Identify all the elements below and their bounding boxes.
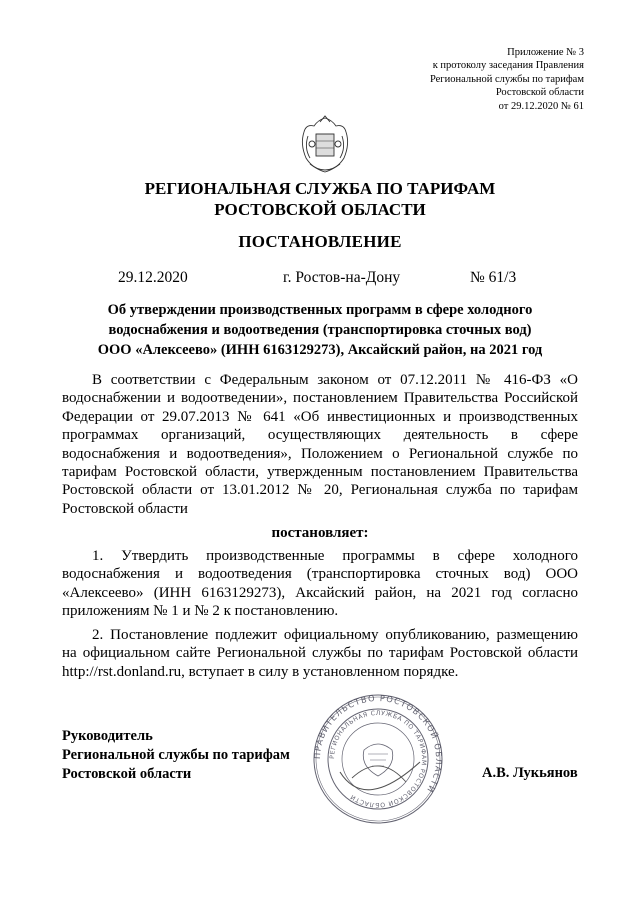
signatory-title-line-2: Региональной службы по тарифам [62, 747, 290, 763]
rostov-coat-of-arms-icon [296, 114, 354, 176]
appendix-line-2: к протоколу заседания Правления [432, 60, 584, 72]
decree-item-1: 1. Утвердить производственные программы в сфере холодного водоснабжения и водоотведения (транспортировка сточных вод) ООО «Алексеево» (ИНН 6163129273), Аксайский район, на 2021 год согласно приложениям № 1 и № 2 к постановлению. [62, 548, 578, 620]
document-type: ПОСТАНОВЛЕНИЕ [238, 232, 402, 251]
organization-title [60, 178, 580, 220]
appendix-line-5: от 29.12.2020 № 61 [498, 100, 584, 112]
appendix-line-1: Приложение № 3 [507, 47, 584, 58]
document-subject [62, 300, 578, 360]
preamble-paragraph: В соответствии с Федеральным законом от 07.12.2011 № 416-ФЗ «О водоснабжении и водоотведении», постановлением Правительства Российской Федерации от 29.07.2013 № 641 «Об инвестиционных и производственных программах организаций, осуществляющих деятельность в сфере водоснабжения и водоотведения», Положением о Региональной службе по тарифам Ростовской области, утвержденным постановлением Правительства Ростовской области от 13.01.2012 № 20, Региональная служба по тарифам Ростовской области [62, 372, 578, 517]
seal-inner-text: РЕГИОНАЛЬНАЯ СЛУЖБА ПО ТАРИФАМ РОСТОВСКОЙ ОБЛАСТИ [328, 709, 428, 809]
appendix-line-3: Региональной службы по тарифам [429, 73, 584, 85]
subject-line-3: ООО «Алексеево» (ИНН 6163129273), Аксайский район, на 2021 год [97, 342, 543, 358]
appendix-line-4: Ростовской области [495, 87, 584, 99]
document-number: № 61/3 [470, 269, 517, 286]
signatory-title-line-1: Руководитель [62, 728, 153, 744]
seal-outer-text: ПРАВИТЕЛЬСТВО РОСТОВСКОЙ ОБЛАСТИ [311, 692, 445, 796]
subject-line-2: водоснабжения и водоотведения (транспортировка сточных вод) [108, 322, 532, 338]
signatory-title [62, 727, 290, 784]
decree-word: постановляет: [271, 525, 369, 541]
appendix-note [364, 46, 584, 113]
document-date: 29.12.2020 [118, 269, 188, 286]
decree-item-2: 2. Постановление подлежит официальному опубликованию, размещению на официальном сайте Региональной службы по тарифам Ростовской области http://rst.donland.ru, вступает в силу в установленном порядке. [62, 627, 578, 680]
subject-line-1: Об утверждении производственных программ в сфере холодного [107, 302, 533, 318]
signatory-title-line-3: Ростовской области [62, 766, 192, 782]
official-seal-icon [310, 692, 446, 826]
document-city: г. Ростов-на-Дону [283, 269, 401, 286]
organization-title-line-1: РЕГИОНАЛЬНАЯ СЛУЖБА ПО ТАРИФАМ [144, 179, 496, 198]
organization-title-line-2: РОСТОВСКОЙ ОБЛАСТИ [214, 200, 426, 219]
signatory-name: А.В. Лукьянов [482, 765, 578, 781]
